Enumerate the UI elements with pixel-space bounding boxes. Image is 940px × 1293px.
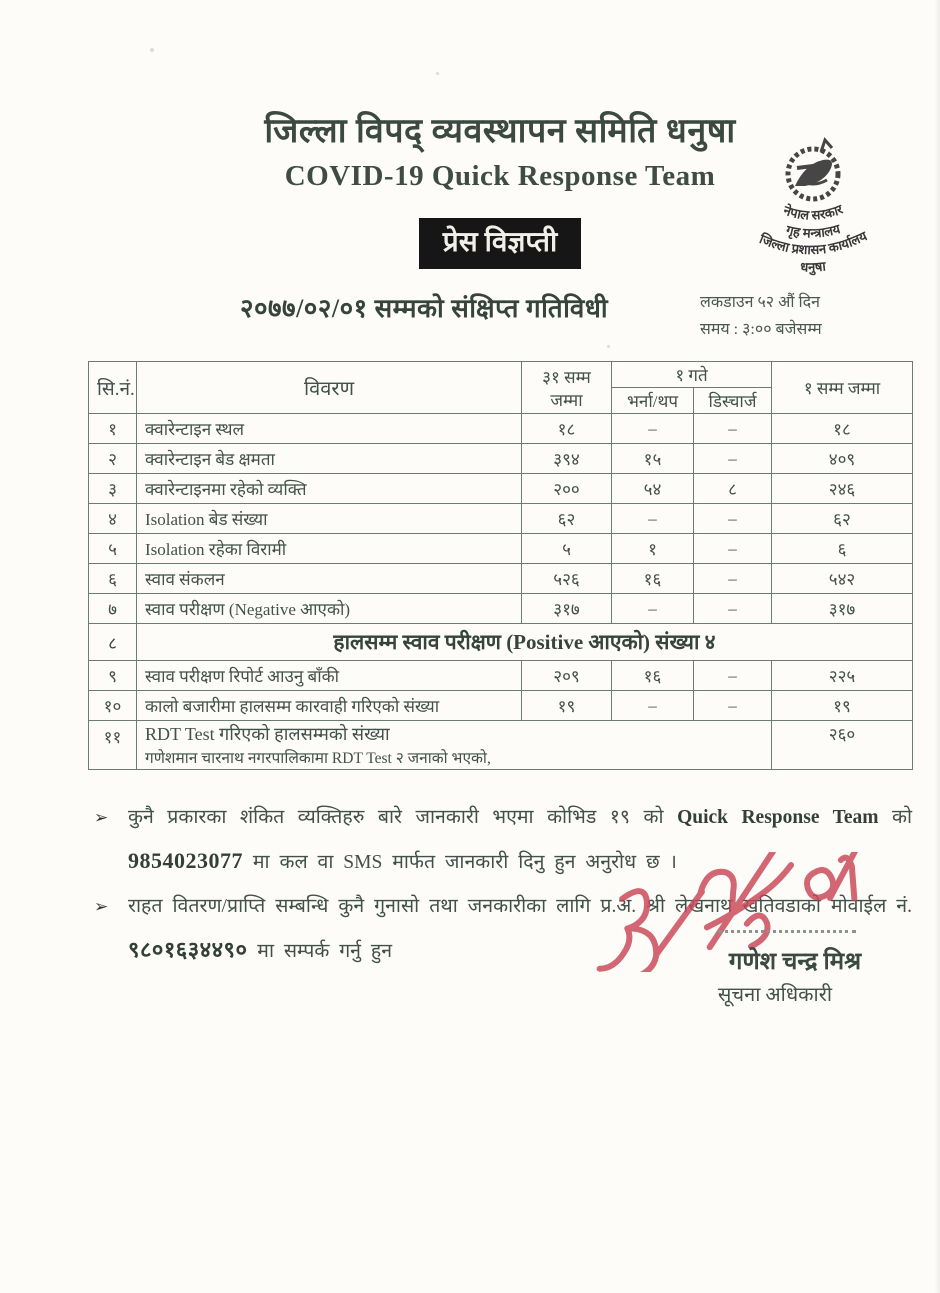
table-row xyxy=(89,414,913,444)
lockdown-day-line: लकडाउन ५२ औं दिन xyxy=(700,294,821,311)
table-row xyxy=(89,444,913,474)
cell-discharged: – xyxy=(694,534,772,564)
cell-discharged: – xyxy=(694,444,772,474)
cell-total-1: ६२ xyxy=(772,504,913,534)
cell-sn: २ xyxy=(89,444,137,474)
table-row xyxy=(89,594,913,624)
signatory-designation: सूचना अधिकारी xyxy=(717,984,833,1006)
note-phone-number: 9854023077 xyxy=(128,847,243,873)
seal-line-district: धनुषा xyxy=(799,258,827,275)
press-release-banner: प्रेस विज्ञप्ती xyxy=(419,218,581,269)
cell-total-1: ३१७ xyxy=(772,594,913,624)
cell-total-31: ३९४ xyxy=(522,444,612,474)
cell-total-1: २४६ xyxy=(772,474,913,504)
cell-admitted: १५ xyxy=(612,444,694,474)
cell-admitted: – xyxy=(612,414,694,444)
note-text: को xyxy=(878,807,912,828)
cell-description: स्वाव परीक्षण (Negative आएको) xyxy=(137,594,522,624)
cell-sn: ९ xyxy=(89,661,137,691)
cell-total-31: ६२ xyxy=(522,504,612,534)
cell-total-31: २०० xyxy=(522,474,612,504)
positive-cases-summary: हालसम्म स्वाव परीक्षण (Positive आएको) संख्या ४ xyxy=(137,624,913,661)
header-total-till-31: ३१ सम्म जम्मा xyxy=(522,362,612,414)
cell-discharged: – xyxy=(694,414,772,444)
seal-line-government: नेपाल सरकार xyxy=(781,201,845,223)
cell-total-1: १९ xyxy=(772,691,913,721)
cell-sn: १० xyxy=(89,691,137,721)
table-row xyxy=(89,691,913,721)
cell-admitted: – xyxy=(612,594,694,624)
note-text: मा कल वा SMS मार्फत जानकारी दिनु हुन अनुरोध छ । xyxy=(243,851,677,873)
note-phone-number: ९८०१६३४४९० xyxy=(128,937,248,963)
rdt-description-cell xyxy=(137,721,772,770)
seal-line-ministry: गृह मन्त्रालय xyxy=(784,221,842,241)
table-row xyxy=(89,474,913,504)
cell-sn: १ xyxy=(89,414,137,444)
cell-admitted: – xyxy=(612,504,694,534)
cell-total-31: ३१७ xyxy=(522,594,612,624)
cell-sn: ४ xyxy=(89,504,137,534)
header-total-till-1: १ सम्म जम्मा xyxy=(772,362,913,414)
seal-line-office: जिल्ला प्रशासन कार्यालय xyxy=(757,228,870,258)
cell-discharged: – xyxy=(694,661,772,691)
date-row xyxy=(88,289,912,339)
rdt-line-2: गणेशमान चारनाथ नगरपालिकामा RDT Test २ जनाको भएको, xyxy=(145,750,491,767)
cell-total-31: १८ xyxy=(522,414,612,444)
arrow-bullet-icon: ➢ xyxy=(94,808,109,827)
note-text: मा सम्पर्क गर्नु हुन xyxy=(247,941,393,963)
cell-total-1: ६ xyxy=(772,534,913,564)
cell-sn: ११ xyxy=(89,721,137,770)
cell-discharged: ८ xyxy=(694,474,772,504)
cell-admitted: ५४ xyxy=(612,474,694,504)
cell-description: Isolation रहेका विरामी xyxy=(137,534,522,564)
cell-admitted: – xyxy=(612,691,694,721)
table-row xyxy=(89,504,913,534)
cell-sn: ६ xyxy=(89,564,137,594)
cell-total-1: २६० xyxy=(772,721,913,770)
cell-discharged: – xyxy=(694,691,772,721)
signatory-name: गणेश चन्द्र मिश्र xyxy=(728,949,862,975)
cell-sn: ५ xyxy=(89,534,137,564)
header-gate-1: १ गते xyxy=(612,362,772,388)
cell-total-31: २०९ xyxy=(522,661,612,691)
header-description: विवरण xyxy=(137,362,522,414)
summary-date-heading: २०७७/०२/०१ सम्मको संक्षिप्त गतिविधी xyxy=(240,294,609,323)
cell-description: क्वारेन्टाइन स्थल xyxy=(137,414,522,444)
header-admitted: भर्ना/थप xyxy=(612,388,694,414)
cell-discharged: – xyxy=(694,504,772,534)
cell-discharged: – xyxy=(694,594,772,624)
table-row xyxy=(89,564,913,594)
rdt-test-row xyxy=(89,721,913,770)
cell-admitted: १६ xyxy=(612,564,694,594)
table-row xyxy=(89,534,913,564)
note-team-name: Quick Response Team xyxy=(677,807,879,828)
cell-description: स्वाव परीक्षण रिपोर्ट आउनु बाँकी xyxy=(137,661,522,691)
cell-total-31: ५२६ xyxy=(522,564,612,594)
cell-total-1: १८ xyxy=(772,414,913,444)
org-title-nepali: जिल्ला विपद् व्यवस्थापन समिति धनुषा xyxy=(264,113,736,150)
covid-activity-table xyxy=(88,361,913,770)
cell-total-31: १९ xyxy=(522,691,612,721)
cell-description: Isolation बेड संख्या xyxy=(137,504,522,534)
cell-total-1: ५४२ xyxy=(772,564,913,594)
cell-sn: ७ xyxy=(89,594,137,624)
note-text: राहत वितरण/प्राप्ति सम्बन्धि कुनै गुनासो तथा जनकारीका लागि प्र.अ. श्री लेखनाथ खतिवडाको मोवाईल नं. xyxy=(128,896,912,918)
table-header-row xyxy=(89,362,913,388)
cell-admitted: १ xyxy=(612,534,694,564)
cell-sn: ८ xyxy=(89,624,137,661)
header-discharged: डिस्चार्ज xyxy=(694,388,772,414)
rdt-line-1: RDT Test गरिएको हालसम्मको संख्या xyxy=(145,724,390,744)
lockdown-time-note xyxy=(700,289,822,343)
cell-description: क्वारेन्टाइनमा रहेको व्यक्ति xyxy=(137,474,522,504)
cell-total-1: २२५ xyxy=(772,661,913,691)
cell-total-1: ४०९ xyxy=(772,444,913,474)
cell-description: कालो बजारीमा हालसम्म कारवाही गरिएको संख्या xyxy=(137,691,522,721)
table-row xyxy=(89,661,913,691)
arrow-bullet-icon: ➢ xyxy=(94,897,109,917)
cell-admitted: १६ xyxy=(612,661,694,691)
positive-summary-row xyxy=(89,624,913,661)
note-text: कुनै प्रकारका शंकित व्यक्तिहरु बारे जानकारी भएमा कोभिड १९ को xyxy=(128,807,678,828)
cell-total-31: ५ xyxy=(522,534,612,564)
cell-discharged: – xyxy=(694,564,772,594)
header-serial-number: सि.नं. xyxy=(89,362,137,414)
cell-description: क्वारेन्टाइन बेड क्षमता xyxy=(137,444,522,474)
signature-dotted-line xyxy=(718,930,856,933)
team-title-english: COVID-19 Quick Response Team xyxy=(284,160,716,192)
time-line: समय : ३:०० बजेसम्म xyxy=(700,321,822,339)
cell-sn: ३ xyxy=(89,474,137,504)
cell-description: स्वाव संकलन xyxy=(137,564,522,594)
